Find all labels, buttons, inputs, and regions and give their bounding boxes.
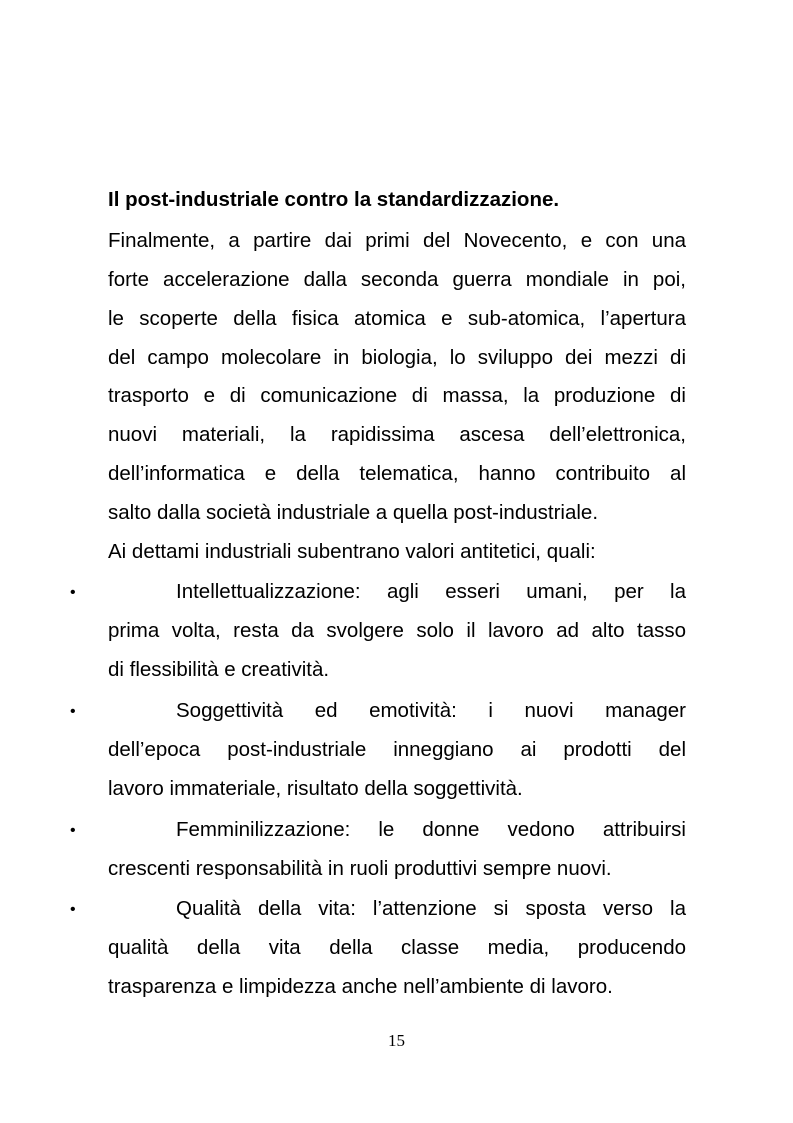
paragraph-line: salto dalla società industriale a quella post-industriale. <box>108 501 599 524</box>
bullet-marker: • <box>70 584 76 601</box>
paragraph-line: del campo molecolare in biologia, lo sviluppo dei mezzi di <box>108 346 686 369</box>
bullet-line: dell’epoca post-industriale inneggiano ai prodotti del <box>108 738 686 761</box>
paragraph-line: trasporto e di comunicazione di massa, la produzione di <box>108 384 686 407</box>
bullet-marker: • <box>70 901 76 918</box>
bullet-line: di flessibilità e creatività. <box>108 658 330 681</box>
paragraph-line: forte accelerazione dalla seconda guerra mondiale in poi, <box>108 268 686 291</box>
intro-line: Ai dettami industriali subentrano valori antitetici, quali: <box>108 540 596 563</box>
paragraph-line: dell’informatica e della telematica, hanno contribuito al <box>108 462 686 485</box>
paragraph-line: le scoperte della fisica atomica e sub-atomica, l’apertura <box>108 307 686 330</box>
bullet-line: prima volta, resta da svolgere solo il lavoro ad alto tasso <box>108 619 686 642</box>
bullet-line: qualità della vita della classe media, producendo <box>108 936 686 959</box>
bullet-line: lavoro immateriale, risultato della soggettività. <box>108 777 523 800</box>
page-number: 15 <box>388 1031 405 1050</box>
bullet-line: Qualità della vita: l’attenzione si sposta verso la <box>176 897 686 920</box>
bullet-line: Intellettualizzazione: agli esseri umani, per la <box>176 580 686 603</box>
bullet-marker: • <box>70 822 76 839</box>
paragraph-line: Finalmente, a partire dai primi del Novecento, e con una <box>108 229 686 252</box>
paragraph-line: nuovi materiali, la rapidissima ascesa dell’elettronica, <box>108 423 686 446</box>
bullet-line: crescenti responsabilità in ruoli produttivi sempre nuovi. <box>108 857 612 880</box>
section-heading: Il post-industriale contro la standardizzazione. <box>108 188 560 211</box>
bullet-line: Soggettività ed emotività: i nuovi manager <box>176 699 686 722</box>
bullet-line: trasparenza e limpidezza anche nell’ambiente di lavoro. <box>108 975 613 998</box>
bullet-line: Femminilizzazione: le donne vedono attribuirsi <box>176 818 686 841</box>
bullet-marker: • <box>70 703 76 720</box>
